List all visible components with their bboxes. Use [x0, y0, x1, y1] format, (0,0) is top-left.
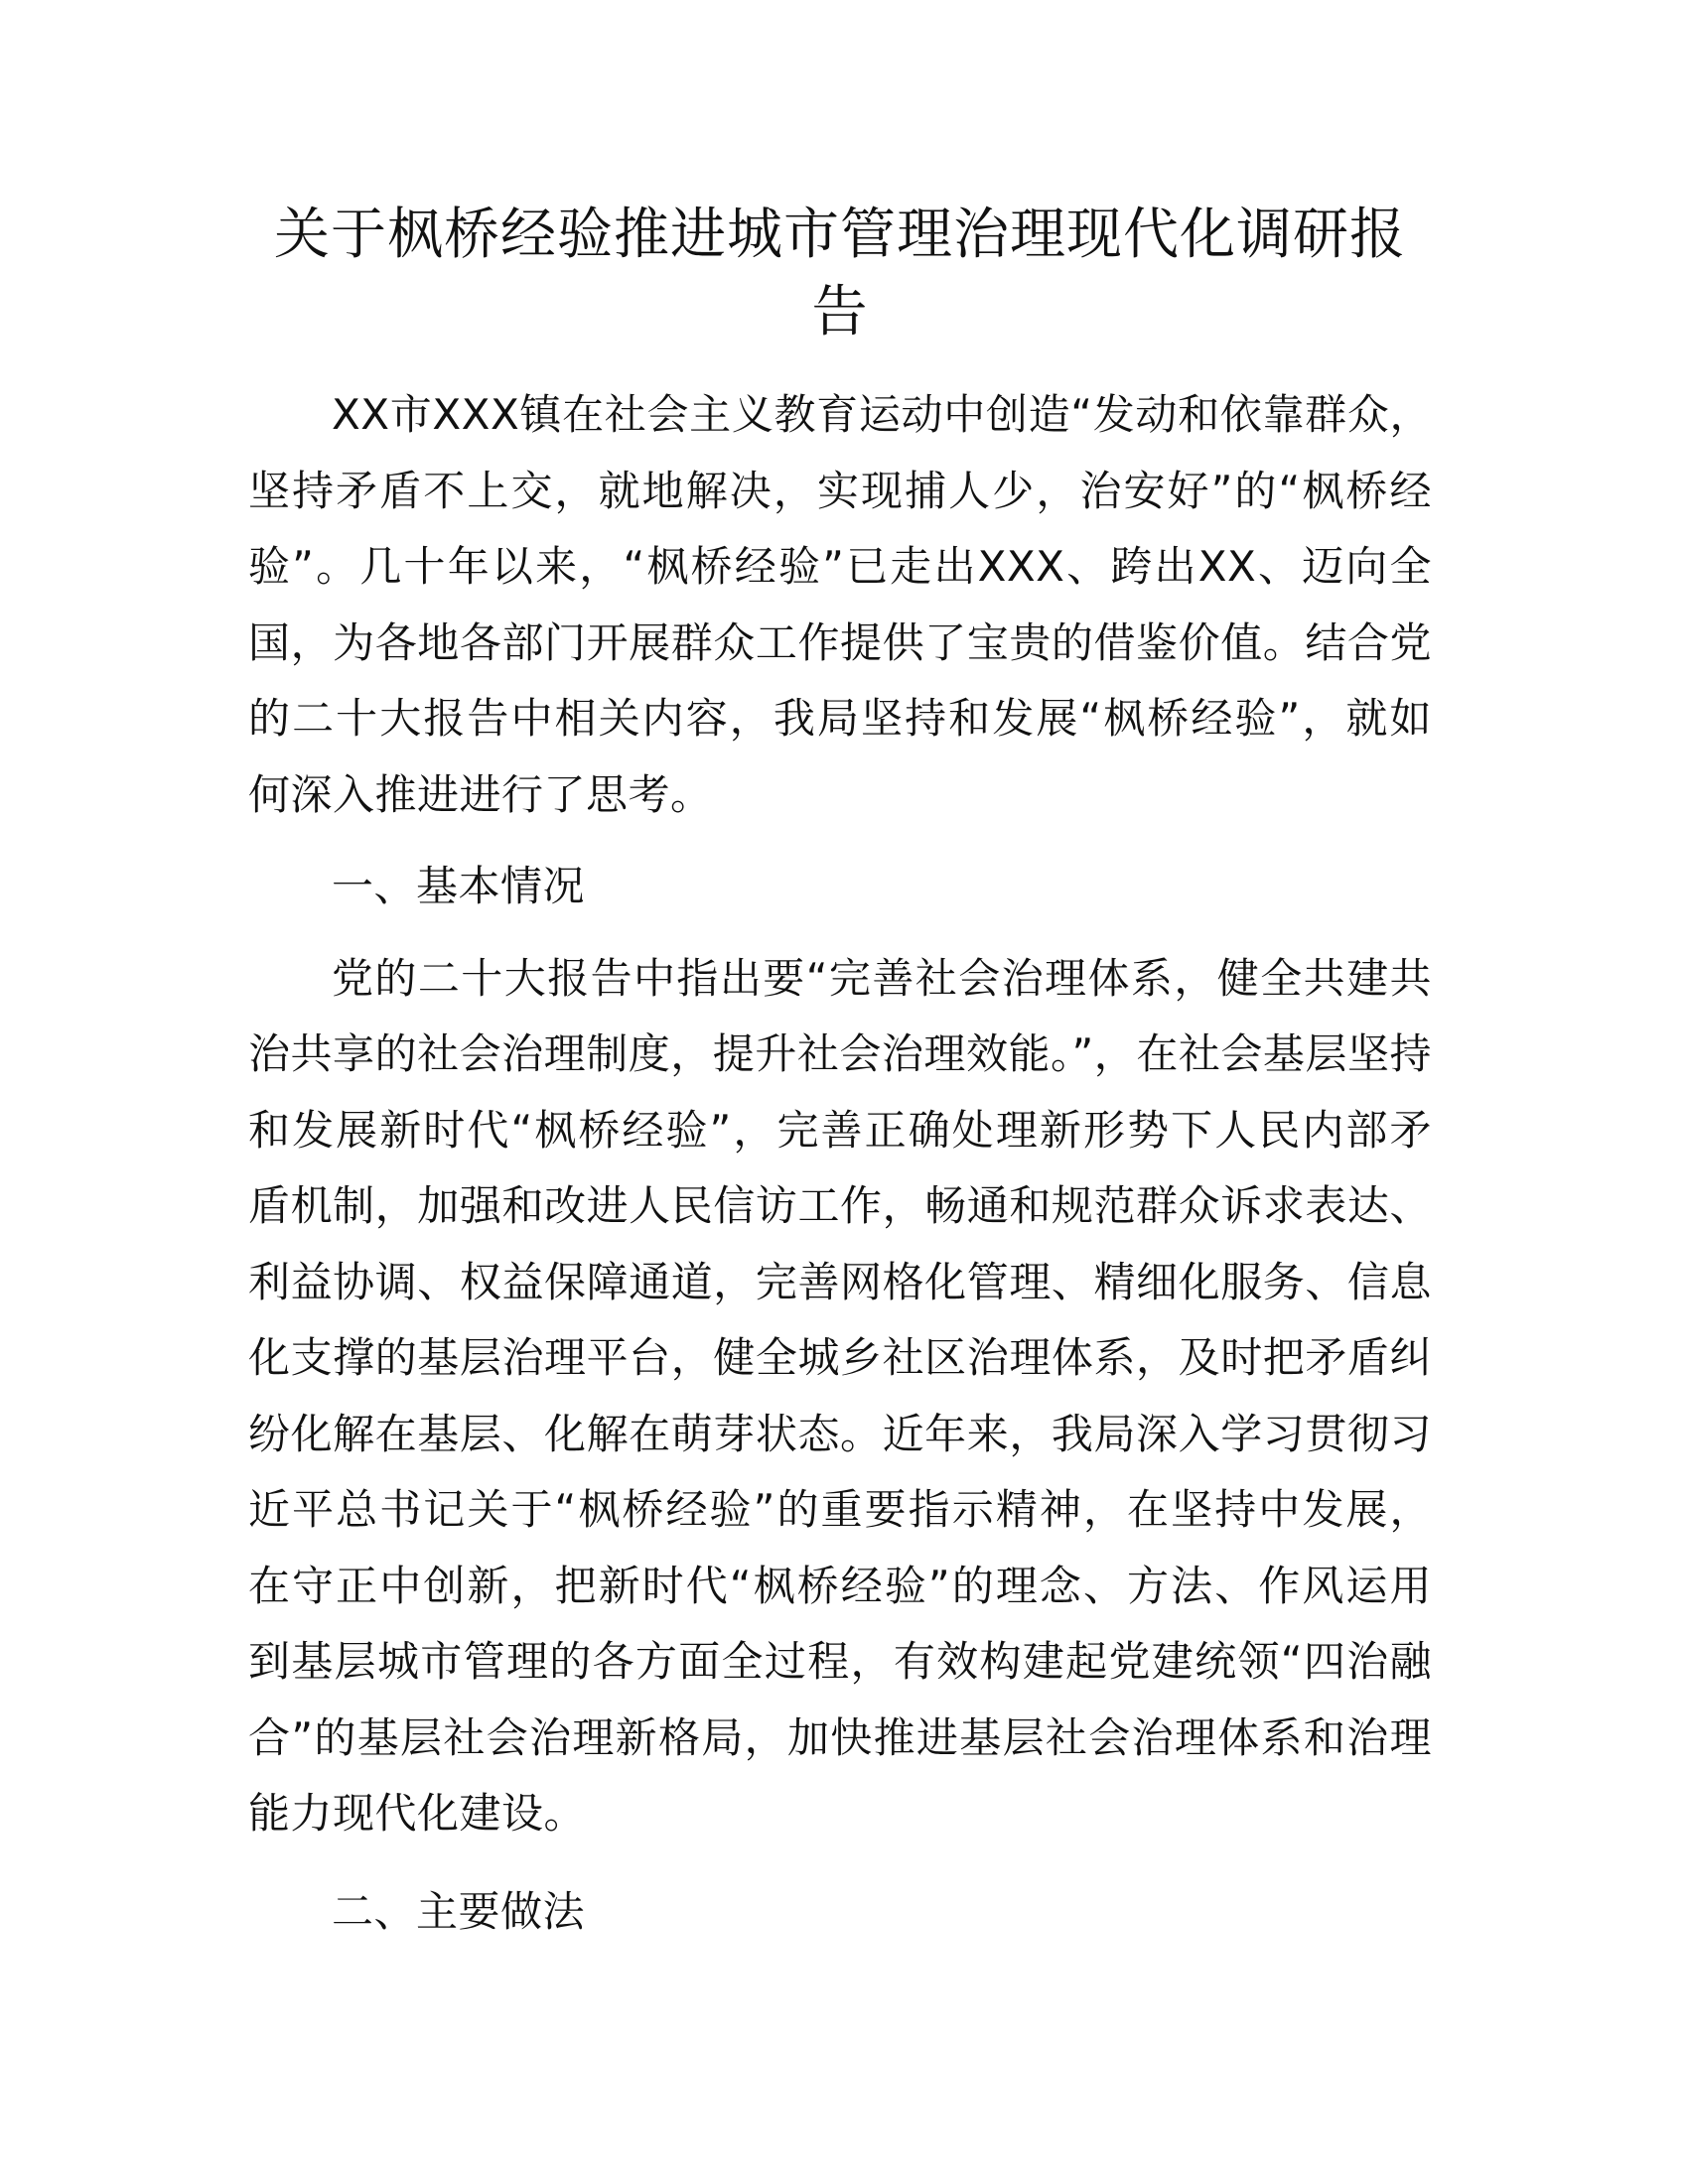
basic-situation-paragraph: 党的二十大报告中指出要“完善社会治理体系，健全共建共治共享的社会治理制度，提升社会治理效能。”，在社会基层坚持和发展新时代“枫桥经验”，完善正确处理新形势下人民内部矛盾机制，加强和改进人民信访工作，畅通和规范群众诉求表达、利益协调、权益保障通道，完善网格化管理、精细化服务、信息化支撑的基层治理平台，健全城乡社区治理体系，及时把矛盾纠纷化解在基层、化解在萌芽状态。近年来，我局深入学习贯彻习近平总书记关于“枫桥经验”的重要指示精神，在坚持中发展，在守正中创新，把新时代“枫桥经验”的理念、方法、作风运用到基层城市管理的各方面全过程，有效构建起党建统领“四治融合”的基层社会治理新格局，加快推进基层社会治理体系和治理能力现代化建设。 [248, 953, 1432, 1838]
intro-paragraph: XX市XXX镇在社会主义教育运动中创造“发动和依靠群众，坚持矛盾不上交，就地解决，实现捕人少，治安好”的“枫桥经验”。几十年以来，“枫桥经验”已走出XXX、跨出XX、迈向全国，为各地各部门开展群众工作提供了宝贵的借鉴价值。结合党的二十大报告中相关内容，我局坚持和发展“枫桥经验”，就如何深入推进进行了思考。 [248, 390, 1432, 819]
document-content [248, 197, 1432, 1966]
document-body [248, 377, 1432, 1950]
section-heading-main-practices: 二、主要做法 [332, 1886, 586, 1936]
section-heading-basic-situation: 一、基本情况 [332, 862, 586, 910]
document-title: 关于枫桥经验推进城市管理治理现代化调研报告 [274, 203, 1406, 344]
